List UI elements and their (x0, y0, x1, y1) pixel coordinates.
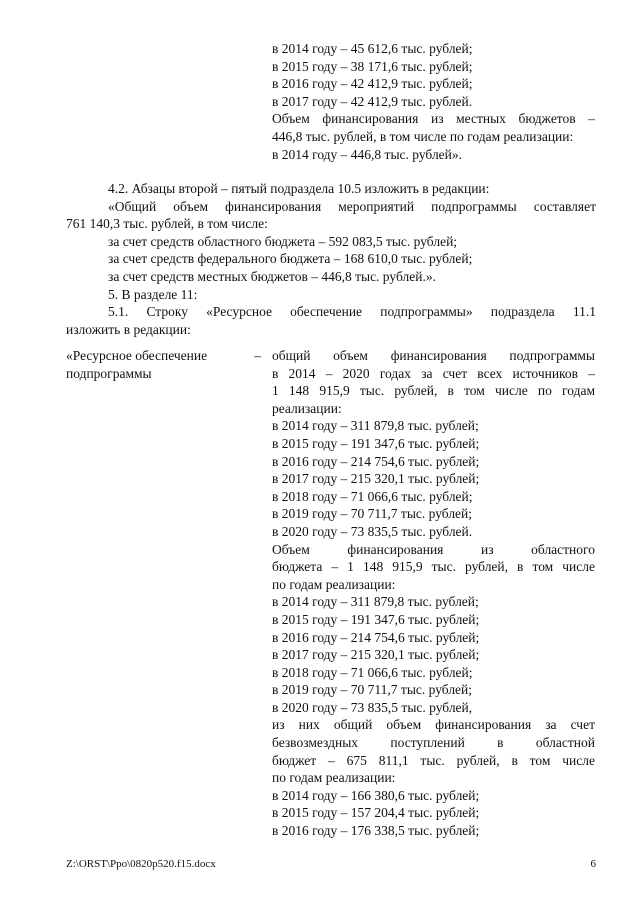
local-budget-line: в 2014 году – 446,8 тыс. рублей». (272, 146, 463, 162)
year-line: в 2014 году – 166 380,6 тыс. рублей; (272, 787, 480, 803)
total-funding-line: «Общий объем финансирования мероприятий подпрограммы составляет (108, 198, 596, 214)
year-line: в 2020 году – 73 835,5 тыс. рублей, (272, 699, 473, 715)
year-line: в 2016 году – 214 754,6 тыс. рублей; (272, 629, 480, 645)
dash-separator: – (254, 348, 261, 363)
table-row-value (272, 347, 595, 840)
year-line: в 2014 году – 311 879,8 тыс. рублей; (272, 418, 479, 434)
grant-line: безвозмездных поступлений в областной (272, 735, 595, 751)
year-line: в 2015 году – 157 204,4 тыс. рублей; (272, 805, 480, 821)
regional-line: бюджета – 1 148 915,9 тыс. рублей, в том числе (272, 559, 595, 575)
regional-budget-line: за счет средств областного бюджета – 592 083,5 тыс. рублей; (108, 233, 458, 249)
year-line: в 2014 году – 45 612,6 тыс. рублей; (272, 41, 473, 56)
year-line: в 2016 году – 42 412,9 тыс. рублей; (272, 76, 473, 92)
local-budget-line: Объем финансирования из местных бюджетов – (272, 111, 595, 127)
year-line: в 2019 году – 70 711,7 тыс. рублей; (272, 506, 473, 522)
year-line: в 2020 году – 73 835,5 тыс. рублей. (272, 523, 473, 539)
local-budget-line: за счет средств местных бюджетов – 446,8 тыс. рублей.». (108, 268, 436, 284)
resource-label: подпрограммы (66, 365, 152, 381)
year-line: в 2017 году – 215 320,1 тыс. рублей; (272, 471, 480, 487)
year-line: в 2015 году – 38 171,6 тыс. рублей; (272, 58, 473, 74)
local-budget-line: 446,8 тыс. рублей, в том числе по годам реализации: (272, 128, 574, 144)
top-continuation-block (272, 40, 595, 163)
main-text-block (66, 180, 596, 338)
year-line: в 2017 году – 42 412,9 тыс. рублей. (272, 93, 473, 109)
year-line: в 2018 году – 71 066,6 тыс. рублей; (272, 664, 473, 680)
federal-budget-line: за счет средств федерального бюджета – 168 610,0 тыс. рублей; (108, 251, 473, 267)
regional-line: по годам реализации: (272, 576, 396, 592)
total-funding-line: 761 140,3 тыс. рублей, в том числе: (66, 216, 268, 232)
year-line: в 2019 году – 70 711,7 тыс. рублей; (272, 682, 473, 698)
resource-label: «Ресурсное обеспечение (66, 348, 208, 363)
regional-line: Объем финансирования из областного (272, 541, 595, 557)
year-line: в 2014 году – 311 879,8 тыс. рублей; (272, 594, 479, 610)
section-5-1-line: изложить в редакции: (66, 321, 191, 337)
year-line: в 2018 году – 71 066,6 тыс. рублей; (272, 488, 473, 504)
year-line: в 2015 году – 191 347,6 тыс. рублей; (272, 435, 480, 451)
year-line: в 2016 году – 176 338,5 тыс. рублей; (272, 823, 480, 839)
table-row-label (66, 347, 261, 382)
section-5-1-line: 5.1. Строку «Ресурсное обеспечение подпрограммы» подраздела 11.1 (108, 304, 596, 320)
year-line: в 2017 году – 215 320,1 тыс. рублей; (272, 647, 480, 663)
total-line: 1 148 915,9 тыс. рублей, в том числе по годам (272, 383, 595, 399)
grant-line: по годам реализации: (272, 770, 396, 786)
section-4-2-heading: 4.2. Абзацы второй – пятый подраздела 10.5 изложить в редакции: (108, 181, 490, 196)
page-number: 6 (590, 858, 596, 870)
grant-line: бюджет – 675 811,1 тыс. рублей, в том числе (272, 752, 595, 768)
file-path: Z:\ORST\Ppo\0820p520.f15.docx (66, 858, 216, 870)
total-line: общий объем финансирования подпрограммы (272, 348, 595, 363)
total-line: в 2014 – 2020 годах за счет всех источников – (272, 365, 595, 381)
grant-line: из них общий объем финансирования за счет (272, 717, 595, 733)
total-line: реализации: (272, 400, 342, 416)
section-5-heading: 5. В разделе 11: (108, 286, 198, 302)
year-line: в 2015 году – 191 347,6 тыс. рублей; (272, 611, 480, 627)
year-line: в 2016 году – 214 754,6 тыс. рублей; (272, 453, 480, 469)
